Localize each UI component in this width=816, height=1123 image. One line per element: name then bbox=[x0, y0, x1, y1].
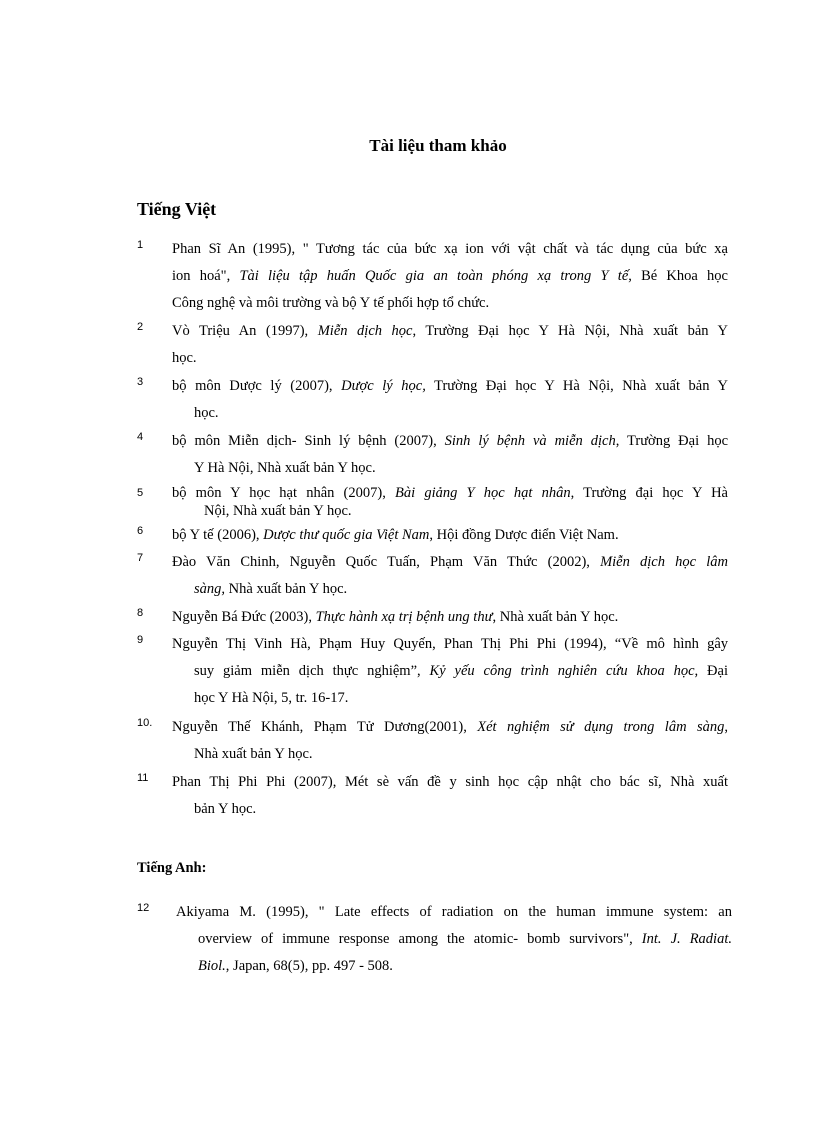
reference-line bbox=[172, 428, 728, 455]
reference-text-segment: ion hoá", bbox=[172, 268, 240, 284]
reference-text-segment: Nguyễn Thị Vinh Hà, Phạm Huy Quyến, Phan Thị Phi Phi (1994), “Về mô hình gây bbox=[172, 636, 728, 652]
reference-text-segment: Y Hà Nội, Nhà xuất bản Y học. bbox=[194, 460, 376, 476]
reference-title-segment: Miễn dịch học bbox=[317, 323, 413, 339]
reference-text bbox=[172, 714, 728, 768]
reference-number: 3 bbox=[137, 376, 144, 388]
reference-title-segment: Miễn dịch học lâm bbox=[600, 554, 728, 570]
reference-line bbox=[176, 953, 732, 980]
reference-line bbox=[172, 604, 728, 631]
reference-line bbox=[172, 400, 728, 427]
reference-line bbox=[172, 263, 728, 290]
reference-text-segment: Nhà xuất bản Y học. bbox=[225, 581, 348, 597]
reference-text-segment: bản Y học. bbox=[194, 801, 257, 817]
reference-line bbox=[172, 796, 728, 823]
reference-text bbox=[176, 899, 732, 980]
reference-text bbox=[172, 604, 728, 631]
reference-text-segment: Đào Văn Chinh, Nguyễn Quốc Tuấn, Phạm Văn Thức (2002), bbox=[172, 554, 601, 570]
reference-text bbox=[172, 236, 728, 317]
reference-line bbox=[172, 373, 728, 400]
reference-text-segment: bộ Y tế (2006), bbox=[172, 527, 264, 543]
reference-line bbox=[172, 714, 728, 741]
reference-title-segment: Xét nghiệm sử dụng trong lâm sàng bbox=[477, 719, 725, 735]
reference-text-segment: Nguyễn Bá Đức (2003), bbox=[172, 609, 316, 625]
reference-text-segment: Nguyễn Thế Khánh, Phạm Tử Dương(2001), bbox=[172, 719, 478, 735]
reference-text bbox=[172, 318, 728, 372]
reference-text-segment: overview of immune response among the atomic- bomb survivors", bbox=[198, 931, 642, 947]
reference-line bbox=[172, 455, 728, 482]
reference-line bbox=[176, 926, 732, 953]
reference-number: 7 bbox=[137, 552, 144, 564]
reference-line bbox=[172, 741, 728, 768]
reference-title-segment: Kỷ yếu công trình nghiên cứu khoa học, bbox=[429, 663, 699, 679]
reference-text-segment: , Trường đại học Y Hà bbox=[570, 485, 728, 501]
reference-text-segment: Vò Triệu An (1997), bbox=[172, 323, 318, 339]
reference-line bbox=[172, 502, 728, 520]
reference-text-segment: Phan Thị Phi Phi (2007), Mét sè vấn đề y sinh học cập nhật cho bác sĩ, Nhà xuất bbox=[172, 774, 728, 790]
reference-title-segment: Tài liệu tập huấn Quốc gia an toàn phóng xạ trong Y tế bbox=[239, 268, 629, 284]
reference-line bbox=[172, 318, 728, 345]
reference-line bbox=[172, 769, 728, 796]
section-heading-english: Tiếng Anh: bbox=[137, 860, 207, 876]
reference-number: 6 bbox=[137, 525, 144, 537]
reference-text bbox=[172, 549, 728, 603]
reference-number: 10. bbox=[137, 717, 153, 729]
reference-title-segment: Dược lý học, bbox=[341, 378, 426, 394]
reference-line bbox=[172, 290, 728, 317]
reference-text-segment: Nội, Nhà xuất bản Y học. bbox=[204, 503, 352, 519]
reference-number: 4 bbox=[137, 431, 144, 443]
reference-title-segment: Dược thư quốc gia Việt Nam bbox=[263, 527, 430, 543]
reference-text-segment: Akiyama M. (1995), " Late effects of radiation on the human immune system: an bbox=[176, 904, 732, 920]
reference-text bbox=[172, 522, 728, 549]
reference-number: 5 bbox=[137, 487, 144, 499]
reference-text bbox=[172, 631, 728, 712]
reference-text-segment: bộ môn Miễn dịch- Sinh lý bệnh (2007), bbox=[172, 433, 445, 449]
reference-number: 8 bbox=[137, 607, 144, 619]
reference-line bbox=[172, 631, 728, 658]
reference-line bbox=[176, 899, 732, 926]
reference-number: 1 bbox=[137, 239, 144, 251]
reference-line bbox=[172, 345, 728, 372]
reference-title-segment: Sinh lý bệnh và miễn dịch bbox=[444, 433, 616, 449]
reference-title-segment: sàng, bbox=[194, 581, 226, 597]
reference-number: 9 bbox=[137, 634, 144, 646]
reference-text-segment: bộ môn Dược lý (2007), bbox=[172, 378, 342, 394]
reference-text-segment: , Japan, 68(5), pp. 497 - 508. bbox=[225, 958, 393, 974]
reference-title-segment: Bài giảng Y học hạt nhân bbox=[395, 485, 571, 501]
reference-title-segment: Int. J. Radiat. bbox=[641, 931, 732, 947]
reference-text bbox=[172, 484, 728, 520]
reference-text-segment: , Trường Đại học Y Hà Nội, Nhà xuất bản Y bbox=[412, 323, 728, 339]
reference-text bbox=[172, 428, 728, 482]
reference-line bbox=[172, 236, 728, 263]
reference-text-segment: Nhà xuất bản Y học. bbox=[194, 746, 313, 762]
reference-text-segment: suy giảm miễn dịch thực nghiệm”, bbox=[194, 663, 430, 679]
reference-text-segment: học. bbox=[172, 350, 197, 366]
reference-text-segment: , Hội đồng Dược điển Việt Nam. bbox=[429, 527, 619, 543]
reference-line bbox=[172, 549, 728, 576]
reference-number: 11 bbox=[137, 772, 149, 784]
reference-text bbox=[172, 373, 728, 427]
reference-title-segment: Thực hành xạ trị bệnh ung thư bbox=[315, 609, 493, 625]
reference-number: 2 bbox=[137, 321, 144, 333]
reference-text-segment: , Nhà xuất bản Y học. bbox=[492, 609, 619, 625]
page-title: Tài liệu tham khảo bbox=[369, 136, 507, 155]
reference-text-segment: , Bé Khoa học bbox=[628, 268, 728, 284]
reference-title-segment: Biol. bbox=[198, 958, 226, 974]
reference-text-segment: Phan Sĩ An (1995), " Tương tác của bức xạ ion với vật chất và tác dụng của bức xạ bbox=[172, 241, 728, 257]
reference-text-segment: , Trường Đại học bbox=[615, 433, 729, 449]
reference-text-segment: Đại bbox=[698, 663, 728, 679]
reference-text-segment: , bbox=[724, 719, 728, 735]
reference-text-segment: học Y Hà Nội, 5, tr. 16-17. bbox=[194, 690, 349, 706]
reference-text-segment: Công nghệ và môi trường và bộ Y tế phối hợp tổ chức. bbox=[172, 295, 490, 311]
reference-text-segment: Trường Đại học Y Hà Nội, Nhà xuất bản Y bbox=[425, 378, 728, 394]
reference-line bbox=[172, 658, 728, 685]
reference-line bbox=[172, 685, 728, 712]
reference-line bbox=[172, 576, 728, 603]
reference-text bbox=[172, 769, 728, 823]
reference-number: 12 bbox=[137, 902, 150, 914]
reference-line bbox=[172, 484, 728, 502]
reference-text-segment: bộ môn Y học hạt nhân (2007), bbox=[172, 485, 396, 501]
section-heading-vietnamese: Tiếng Việt bbox=[137, 199, 217, 219]
reference-line bbox=[172, 522, 728, 549]
reference-text-segment: học. bbox=[194, 405, 219, 421]
